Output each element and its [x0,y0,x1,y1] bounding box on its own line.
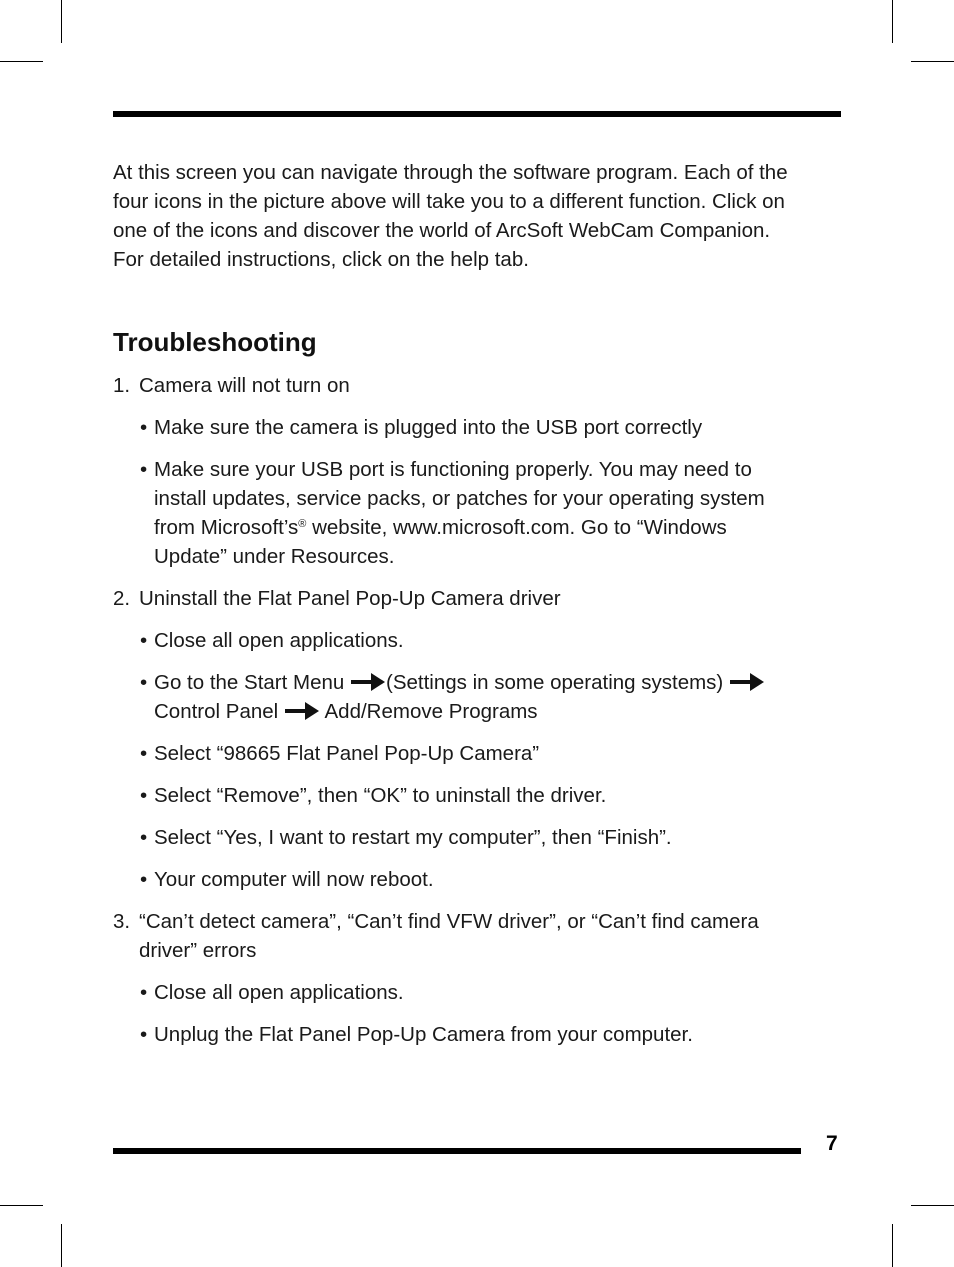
bullet-icon: • [140,826,148,849]
section-heading: Troubleshooting [113,327,317,357]
bullet-icon: • [140,981,148,1004]
item-number: 1. [113,374,131,397]
crop-mark [911,1205,954,1206]
list-item: • Make sure the camera is plugged into the USB port correctly [113,413,843,442]
list-item: • Close all open applications. [113,978,843,1007]
troubleshoot-item-3 [113,907,843,1049]
bullet-icon: • [140,784,148,807]
crop-mark [892,1224,893,1267]
bullet-icon: • [140,1023,148,1046]
bullet-list [113,413,843,571]
bullet-list [113,626,843,894]
crop-mark [0,1205,43,1206]
bullet-icon: • [140,868,148,891]
list-item: • Unplug the Flat Panel Pop-Up Camera from your computer. [113,1020,843,1049]
page-content [113,158,843,1049]
list-item: • Close all open applications. [113,626,843,655]
top-rule [113,111,841,117]
list-item: • Your computer will now reboot. [113,865,843,894]
bullet-icon: • [140,458,148,481]
registered-mark: ® [298,518,307,530]
item-title: “Can’t detect camera”, “Can’t find VFW driver”, or “Can’t find camera driver” errors [139,910,759,962]
intro-line: four icons in the picture above will take you to a different function. Click on [113,190,785,213]
troubleshoot-item-2 [113,584,843,894]
list-item: • Select “Yes, I want to restart my computer”, then “Finish”. [113,823,843,852]
bottom-rule [113,1148,801,1154]
crop-mark [61,0,62,43]
right-arrow-icon [285,701,319,721]
bullet-list [113,978,843,1049]
right-arrow-icon [351,672,385,692]
crop-mark [61,1224,62,1267]
page-number: 7 [826,1132,838,1155]
bullet-icon: • [140,671,148,694]
intro-line: At this screen you can navigate through the software program. Each of the [113,161,788,184]
bullet-icon: • [140,629,148,652]
intro-paragraph [113,158,843,274]
list-item: • Make sure your USB port is functioning properly. You may need to install updates, service packs, or patches for your operating system from Microsoft’s® website, www.microsoft.com. Go to “Windows Update” under Resources. [113,455,843,571]
crop-mark [0,61,43,62]
list-item: • Select “Remove”, then “OK” to uninstall the driver. [113,781,843,810]
intro-line: one of the icons and discover the world of ArcSoft WebCam Companion. [113,219,771,242]
list-item: • Go to the Start Menu (Settings in some operating systems) Control Panel Add/Remove Programs [113,668,843,726]
item-number: 2. [113,587,131,610]
crop-mark [911,61,954,62]
intro-line: For detailed instructions, click on the help tab. [113,248,529,271]
bullet-icon: • [140,416,148,439]
item-number: 3. [113,910,131,933]
crop-mark [892,0,893,43]
item-title: Uninstall the Flat Panel Pop-Up Camera driver [139,587,561,610]
item-title: Camera will not turn on [139,374,350,397]
list-item: • Select “98665 Flat Panel Pop-Up Camera” [113,739,843,768]
right-arrow-icon [730,672,764,692]
bullet-icon: • [140,742,148,765]
troubleshoot-item-1 [113,371,843,571]
